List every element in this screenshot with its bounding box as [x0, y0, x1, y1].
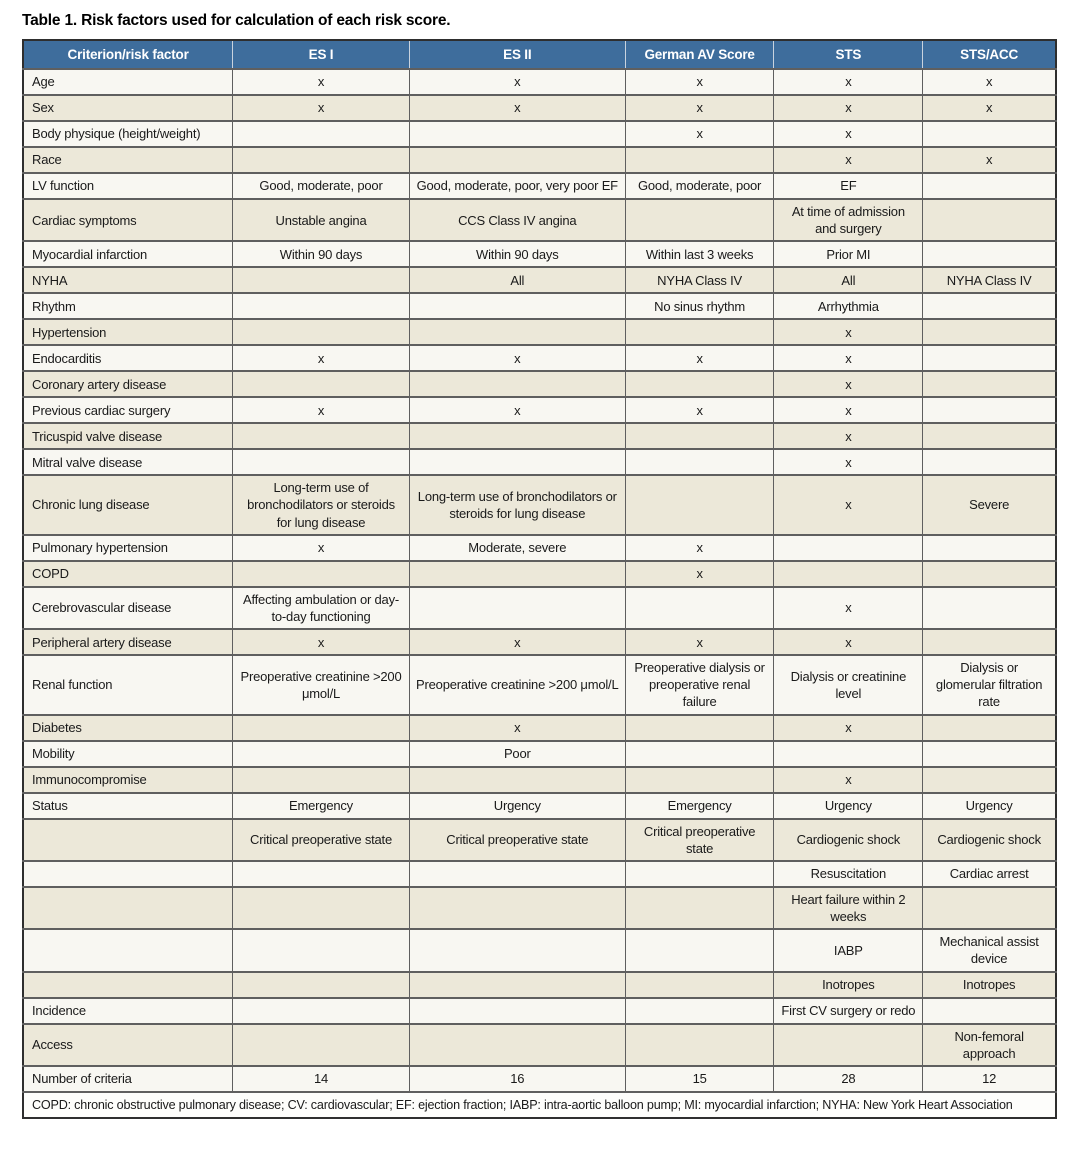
table-cell: x	[774, 121, 923, 147]
table-title: Table 1. Risk factors used for calculation of each risk score.	[22, 12, 451, 29]
table-cell: 14	[233, 1066, 410, 1092]
table-cell: Severe	[923, 475, 1056, 534]
table-cell: x	[233, 345, 410, 371]
table-cell: x	[233, 397, 410, 423]
table-row	[23, 767, 1056, 793]
table-cell	[625, 767, 774, 793]
table-cell	[625, 319, 774, 345]
table-cell	[409, 423, 625, 449]
table-cell: Urgency	[923, 793, 1056, 819]
table-cell: x	[409, 629, 625, 655]
table-cell	[625, 147, 774, 173]
row-label: Number of criteria	[23, 1066, 233, 1092]
table-cell: x	[774, 449, 923, 475]
table-cell: Dialysis or creatinine level	[774, 655, 923, 714]
table-row	[23, 121, 1056, 147]
table-cell: x	[625, 121, 774, 147]
table-cell: Inotropes	[923, 972, 1056, 998]
table-cell: x	[923, 147, 1056, 173]
table-cell: x	[774, 629, 923, 655]
table-cell: Within 90 days	[409, 241, 625, 267]
table-cell: x	[233, 69, 410, 95]
table-cell	[233, 319, 410, 345]
table-cell: x	[774, 715, 923, 741]
table-cell: x	[625, 69, 774, 95]
table-row	[23, 629, 1056, 655]
table-row	[23, 293, 1056, 319]
table-cell: Good, moderate, poor, very poor EF	[409, 173, 625, 199]
row-label: Cardiac symptoms	[23, 199, 233, 241]
table-cell	[923, 241, 1056, 267]
table-row	[23, 655, 1056, 714]
table-cell	[233, 147, 410, 173]
table-cell: x	[233, 95, 410, 121]
table-cell: Good, moderate, poor	[625, 173, 774, 199]
table-row	[23, 887, 1056, 929]
table-cell	[409, 998, 625, 1024]
table-cell	[923, 199, 1056, 241]
table-cell: Moderate, severe	[409, 535, 625, 561]
table-cell: All	[774, 267, 923, 293]
row-label: Hypertension	[23, 319, 233, 345]
table-cell: x	[774, 587, 923, 629]
row-label: Myocardial infarction	[23, 241, 233, 267]
table-cell: x	[774, 423, 923, 449]
column-header: ES I	[233, 40, 410, 69]
table-row	[23, 423, 1056, 449]
table-cell: x	[923, 69, 1056, 95]
table-cell	[233, 998, 410, 1024]
table-cell	[233, 423, 410, 449]
column-header: German AV Score	[625, 40, 774, 69]
table-cell: Dialysis or glomerular filtration rate	[923, 655, 1056, 714]
table-cell	[923, 715, 1056, 741]
table-cell: All	[409, 267, 625, 293]
table-cell	[774, 535, 923, 561]
table-cell	[774, 561, 923, 587]
table-row	[23, 715, 1056, 741]
table-cell: Resuscitation	[774, 861, 923, 887]
table-cell	[625, 715, 774, 741]
table-cell: At time of admission and surgery	[774, 199, 923, 241]
table-cell: Mechanical assist device	[923, 929, 1056, 971]
table-cell	[409, 121, 625, 147]
row-label: Endocarditis	[23, 345, 233, 371]
table-cell: CCS Class IV angina	[409, 199, 625, 241]
table-cell	[923, 561, 1056, 587]
table-cell	[923, 887, 1056, 929]
table-row	[23, 561, 1056, 587]
table-cell: Emergency	[625, 793, 774, 819]
table-cell	[625, 998, 774, 1024]
table-cell: Non-femoral approach	[923, 1024, 1056, 1066]
table-cell: x	[625, 397, 774, 423]
table-cell	[233, 449, 410, 475]
table-cell	[233, 767, 410, 793]
table-cell: Prior MI	[774, 241, 923, 267]
table-cell	[409, 767, 625, 793]
row-label: Access	[23, 1024, 233, 1066]
row-label: Race	[23, 147, 233, 173]
row-label: Rhythm	[23, 293, 233, 319]
table-cell	[233, 972, 410, 998]
table-cell: x	[625, 95, 774, 121]
table-cell: IABP	[774, 929, 923, 971]
row-label: Tricuspid valve disease	[23, 423, 233, 449]
table-cell: Preoperative creatinine >200 μmol/L	[409, 655, 625, 714]
table-cell: 15	[625, 1066, 774, 1092]
table-cell	[409, 319, 625, 345]
table-cell: x	[774, 147, 923, 173]
row-label	[23, 887, 233, 929]
row-label: Cerebrovascular disease	[23, 587, 233, 629]
table-cell	[233, 887, 410, 929]
table-cell	[409, 972, 625, 998]
table-row	[23, 267, 1056, 293]
table-cell	[923, 121, 1056, 147]
row-label: Mitral valve disease	[23, 449, 233, 475]
table-row	[23, 95, 1056, 121]
table-cell: x	[774, 475, 923, 534]
table-footnote: COPD: chronic obstructive pulmonary disease; CV: cardiovascular; EF: ejection fraction; IABP: intra-aortic balloon pump; MI: myocardial infarction; NYHA: New York Heart Association	[23, 1092, 1056, 1119]
table-cell: 28	[774, 1066, 923, 1092]
table-cell: x	[409, 95, 625, 121]
table-cell: NYHA Class IV	[923, 267, 1056, 293]
column-header: ES II	[409, 40, 625, 69]
table-cell	[409, 147, 625, 173]
table-row	[23, 449, 1056, 475]
table-cell	[409, 887, 625, 929]
table-cell	[923, 767, 1056, 793]
table-row	[23, 972, 1056, 998]
table-cell	[233, 861, 410, 887]
table-cell	[409, 861, 625, 887]
table-cell: x	[233, 629, 410, 655]
table-cell: x	[409, 397, 625, 423]
table-row	[23, 319, 1056, 345]
table-cell	[625, 861, 774, 887]
row-label	[23, 972, 233, 998]
table-cell	[625, 423, 774, 449]
table-row	[23, 147, 1056, 173]
column-header: Criterion/risk factor	[23, 40, 233, 69]
table-cell	[409, 293, 625, 319]
table-cell: x	[923, 95, 1056, 121]
table-row	[23, 475, 1056, 534]
row-label: Diabetes	[23, 715, 233, 741]
table-row	[23, 371, 1056, 397]
table-cell: x	[625, 345, 774, 371]
table-cell: Critical preoperative state	[233, 819, 410, 861]
table-cell: x	[774, 767, 923, 793]
table-cell	[774, 741, 923, 767]
table-row	[23, 929, 1056, 971]
table-cell	[625, 371, 774, 397]
row-label	[23, 929, 233, 971]
table-cell: Within 90 days	[233, 241, 410, 267]
table-cell: Critical preoperative state	[625, 819, 774, 861]
table-cell	[409, 587, 625, 629]
table-cell	[923, 173, 1056, 199]
row-label: Peripheral artery disease	[23, 629, 233, 655]
row-label: Age	[23, 69, 233, 95]
table-cell: Poor	[409, 741, 625, 767]
table-row	[23, 793, 1056, 819]
table-cell: x	[774, 345, 923, 371]
table-cell	[409, 929, 625, 971]
table-cell	[233, 371, 410, 397]
table-cell: Within last 3 weeks	[625, 241, 774, 267]
row-label: Chronic lung disease	[23, 475, 233, 534]
table-cell	[625, 929, 774, 971]
table-cell: x	[774, 69, 923, 95]
table-cell: Long-term use of bronchodilators or steroids for lung disease	[233, 475, 410, 534]
table-row	[23, 69, 1056, 95]
table-cell	[625, 972, 774, 998]
column-header: STS	[774, 40, 923, 69]
table-cell	[233, 741, 410, 767]
table-cell: x	[625, 629, 774, 655]
table-cell	[923, 629, 1056, 655]
row-label: Body physique (height/weight)	[23, 121, 233, 147]
table-cell: x	[774, 397, 923, 423]
row-label: COPD	[23, 561, 233, 587]
header-row	[23, 40, 1056, 69]
row-label: Pulmonary hypertension	[23, 535, 233, 561]
table-cell: Critical preoperative state	[409, 819, 625, 861]
table-cell	[625, 741, 774, 767]
table-cell	[625, 199, 774, 241]
table-cell	[409, 371, 625, 397]
table-cell: Heart failure within 2 weeks	[774, 887, 923, 929]
table-cell	[923, 319, 1056, 345]
table-cell	[625, 475, 774, 534]
table-cell: x	[233, 535, 410, 561]
table-cell: x	[625, 535, 774, 561]
table-cell	[923, 449, 1056, 475]
row-label: NYHA	[23, 267, 233, 293]
table-cell	[233, 715, 410, 741]
table-cell: EF	[774, 173, 923, 199]
table-cell: Inotropes	[774, 972, 923, 998]
table-cell: Cardiogenic shock	[923, 819, 1056, 861]
table-cell	[233, 1024, 410, 1066]
table-cell	[233, 929, 410, 971]
table-cell	[923, 345, 1056, 371]
table-row	[23, 1024, 1056, 1066]
row-label	[23, 819, 233, 861]
risk-factors-table	[22, 39, 1057, 1119]
table-cell: NYHA Class IV	[625, 267, 774, 293]
table-row	[23, 1066, 1056, 1092]
row-label: Renal function	[23, 655, 233, 714]
table-cell: 12	[923, 1066, 1056, 1092]
table-cell: No sinus rhythm	[625, 293, 774, 319]
table-cell	[233, 267, 410, 293]
table-cell: Cardiac arrest	[923, 861, 1056, 887]
table-cell: x	[774, 319, 923, 345]
table-cell	[409, 561, 625, 587]
table-cell: Unstable angina	[233, 199, 410, 241]
row-label: Immunocompromise	[23, 767, 233, 793]
table-row	[23, 819, 1056, 861]
table-cell	[625, 1024, 774, 1066]
table-row	[23, 397, 1056, 423]
row-label: Previous cardiac surgery	[23, 397, 233, 423]
table-cell: Affecting ambulation or day-to-day functioning	[233, 587, 410, 629]
row-label: Incidence	[23, 998, 233, 1024]
table-cell	[923, 293, 1056, 319]
table-cell	[923, 587, 1056, 629]
table-cell: Cardiogenic shock	[774, 819, 923, 861]
table-row	[23, 199, 1056, 241]
table-cell	[923, 535, 1056, 561]
table-row	[23, 535, 1056, 561]
table-cell: Urgency	[409, 793, 625, 819]
table-cell	[923, 998, 1056, 1024]
table-cell	[923, 423, 1056, 449]
table-cell: 16	[409, 1066, 625, 1092]
table-cell	[233, 561, 410, 587]
row-label: Sex	[23, 95, 233, 121]
table-cell	[625, 887, 774, 929]
table-cell	[409, 1024, 625, 1066]
row-label: Status	[23, 793, 233, 819]
footnote-row	[23, 1092, 1056, 1119]
table-cell: x	[409, 715, 625, 741]
table-cell	[409, 449, 625, 475]
table-cell: x	[774, 95, 923, 121]
table-cell	[774, 1024, 923, 1066]
table-cell: Emergency	[233, 793, 410, 819]
table-cell: x	[409, 69, 625, 95]
row-label: Mobility	[23, 741, 233, 767]
table-cell: Good, moderate, poor	[233, 173, 410, 199]
table-row	[23, 861, 1056, 887]
table-cell: Long-term use of bronchodilators or steroids for lung disease	[409, 475, 625, 534]
table-row	[23, 587, 1056, 629]
column-header: STS/ACC	[923, 40, 1056, 69]
table-cell	[625, 449, 774, 475]
table-cell	[923, 741, 1056, 767]
table-row	[23, 241, 1056, 267]
table-cell: x	[625, 561, 774, 587]
table-cell: x	[409, 345, 625, 371]
table-row	[23, 998, 1056, 1024]
row-label: Coronary artery disease	[23, 371, 233, 397]
table-row	[23, 173, 1056, 199]
row-label	[23, 861, 233, 887]
table-cell	[625, 587, 774, 629]
table-cell	[233, 121, 410, 147]
table-cell: First CV surgery or redo	[774, 998, 923, 1024]
table-row	[23, 741, 1056, 767]
table-cell	[923, 397, 1056, 423]
row-label: LV function	[23, 173, 233, 199]
table-cell: Preoperative dialysis or preoperative renal failure	[625, 655, 774, 714]
table-cell: Arrhythmia	[774, 293, 923, 319]
table-cell: Urgency	[774, 793, 923, 819]
table-row	[23, 345, 1056, 371]
table-cell: x	[774, 371, 923, 397]
table-cell	[233, 293, 410, 319]
table-cell	[923, 371, 1056, 397]
table-cell: Preoperative creatinine >200 μmol/L	[233, 655, 410, 714]
